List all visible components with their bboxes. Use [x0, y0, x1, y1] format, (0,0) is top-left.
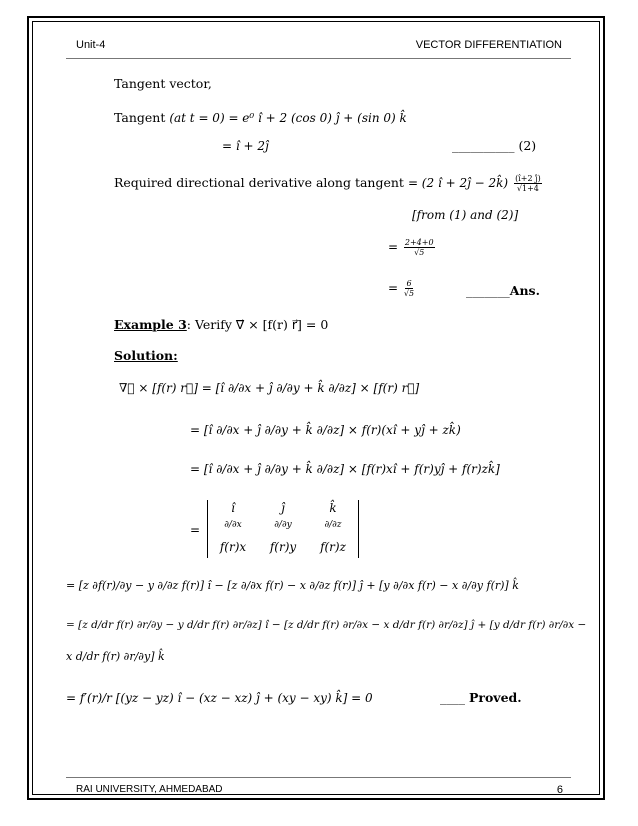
example-3-label: Example 3 [114, 317, 187, 332]
matrix-cell: ∂/∂y [274, 520, 292, 530]
proved-blank: ____ [440, 690, 465, 705]
expansion-line-2b: x d/dr f(r) ∂r/∂y] k̂ [66, 650, 165, 663]
equation-tangent-result: = î + 2ĵ [222, 139, 269, 153]
fraction-step-1 [404, 238, 435, 257]
footer-university: RAI UNIVERSITY, AHMEDABAD [76, 784, 223, 795]
example-3-heading [114, 317, 328, 333]
directional-derivative-label: Required directional derivative along tangent [114, 175, 404, 190]
header-unit: Unit-4 [76, 39, 106, 51]
tangent-expression: (at t = 0) = e⁰ î + 2 (cos 0) ĵ + (sin 0) k̂ [169, 111, 407, 125]
header-title: VECTOR DIFFERENTIATION [415, 39, 562, 51]
solution-step-1 [119, 380, 419, 396]
equation-step-1 [388, 238, 437, 257]
fraction-num: 2+4+0 [404, 238, 434, 247]
solution-heading: Solution: [114, 348, 178, 363]
text-from-1-2: [from (1) and (2)] [412, 208, 519, 222]
matrix-cell: f(r)z [320, 540, 346, 554]
equals-sign: = [388, 281, 399, 295]
header-rule [66, 58, 571, 59]
proved-marker [440, 690, 522, 706]
matrix-cell: ∂/∂z [324, 520, 342, 530]
matrix-cell: ĵ [281, 501, 285, 515]
determinant-equals: = [190, 523, 201, 537]
matrix-cell: ∂/∂x [224, 520, 242, 530]
equation-number-2: __________ (2) [452, 138, 537, 153]
equation-directional-derivative [114, 174, 544, 193]
fraction-unit-tangent [514, 174, 542, 193]
curl-lhs: ∇⃗ × [f(r) r⃗] = [119, 381, 212, 395]
expansion-line-1: = [z ∂f(r)/∂y − y ∂/∂z f(r)] î − [z ∂/∂x f(r) − x ∂/∂z f(r)] ĵ + [y ∂/∂x f(r) − x ∂/∂y f(r)] k̂ [66, 579, 519, 592]
determinant-matrix [207, 500, 359, 558]
matrix-cell: î [231, 501, 235, 515]
example-3-statement: : Verify ∇⃗ × [f(r) r⃗] = 0 [186, 317, 329, 332]
fraction-num: (î+2 ĵ) [515, 174, 541, 183]
matrix-cell: f(r)x [219, 540, 247, 554]
expansion-final: = f′(r)/r [(yz − yz) î − (xz − xz) ĵ + (xy − xy) k̂] = 0 [66, 691, 373, 705]
proved-label: Proved. [468, 690, 522, 705]
fraction-num: 6 [406, 279, 412, 288]
expansion-line-2a: = [z d/dr f(r) ∂r/∂y − y d/dr f(r) ∂r/∂z] î − [z d/dr f(r) ∂r/∂x − x d/dr f(r) ∂r/∂z] ĵ + [y d/dr f(r) ∂r/∂x − [66, 619, 587, 631]
fraction-den: √5 [414, 248, 425, 257]
equation-tangent [114, 110, 407, 126]
answer-marker [466, 283, 540, 299]
fraction-step-2 [404, 279, 414, 298]
fraction-den: √5 [403, 289, 415, 298]
answer-label: Ans. [509, 283, 540, 298]
matrix-cell: f(r)y [269, 540, 297, 554]
directional-derivative-expr: = (2 î + 2ĵ − 2k̂) [407, 176, 509, 190]
solution-step-2: = [î ∂/∂x + ĵ ∂/∂y + k̂ ∂/∂z] × f(r)(xî + yĵ + zk̂) [190, 423, 461, 437]
equals-sign: = [388, 240, 399, 254]
fraction-den: √1+4 [516, 184, 539, 193]
footer-rule [66, 777, 571, 778]
equation-step-2 [388, 279, 416, 298]
text-tangent-vector: Tangent vector, [114, 76, 212, 91]
matrix-cell: k̂ [329, 501, 337, 515]
curl-rhs: [î ∂/∂x + ĵ ∂/∂y + k̂ ∂/∂z] × [f(r) r⃗] [215, 381, 420, 395]
tangent-label: Tangent [114, 110, 166, 125]
answer-blank: _______ [466, 283, 510, 298]
solution-step-3: = [î ∂/∂x + ĵ ∂/∂y + k̂ ∂/∂z] × [f(r)xî + f(r)yĵ + f(r)zk̂] [190, 462, 500, 476]
page-number: 6 [556, 784, 563, 796]
